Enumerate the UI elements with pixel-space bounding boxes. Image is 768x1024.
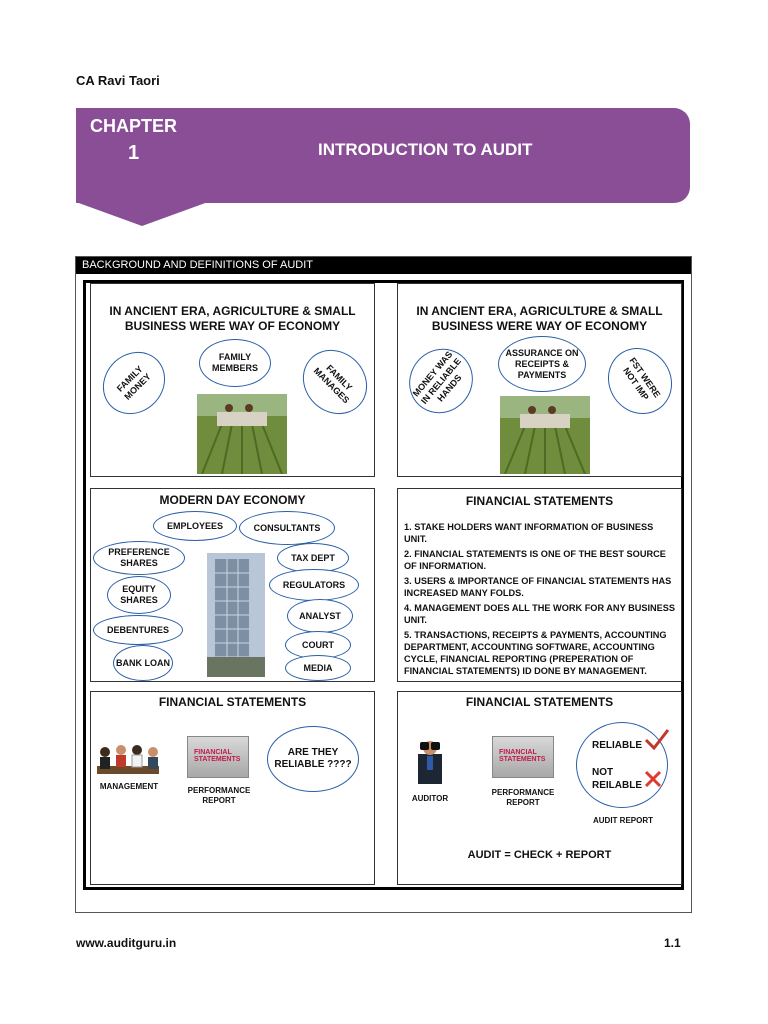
oval-assurance: ASSURANCE ON RECEIPTS & PAYMENTS <box>498 336 586 392</box>
financial-statements-points <box>404 521 677 680</box>
oval-tax-dept: TAX DEPT <box>277 543 349 573</box>
diagram-board <box>83 280 684 890</box>
panel-title: FINANCIAL STATEMENTS <box>158 695 307 709</box>
section-heading: BACKGROUND AND DEFINITIONS OF AUDIT <box>76 257 691 274</box>
not-reliable-label: NOT REILABLE <box>592 767 642 791</box>
panel-modern-economy <box>90 488 375 682</box>
financial-statements-document: FINANCIAL STATEMENTS <box>492 736 554 778</box>
panel-ancient-era-right <box>397 283 682 477</box>
panel-title: FINANCIAL STATEMENTS <box>465 695 614 709</box>
point-4: 4. MANAGEMENT DOES ALL THE WORK FOR ANY BUSINESS UNIT. <box>404 603 676 625</box>
footer-website[interactable]: www.auditguru.in <box>76 936 177 950</box>
reliable-label: RELIABLE <box>592 740 642 751</box>
oval-debentures: DEBENTURES <box>93 615 183 645</box>
oval-court: COURT <box>285 631 351 659</box>
oval-employees: EMPLOYEES <box>153 511 237 541</box>
chapter-label: CHAPTER <box>90 116 178 136</box>
panel-title: MODERN DAY ECONOMY <box>159 493 306 507</box>
oval-preference-shares: PREFERENCE SHARES <box>93 541 185 575</box>
banner-notch <box>76 202 216 228</box>
oval-family-members: FAMILY MEMBERS <box>199 339 271 387</box>
panel-title: IN ANCIENT ERA, AGRICULTURE & SMALL BUSINESS WERE WAY OF ECONOMY <box>416 304 663 333</box>
oval-money-in-reliable-hands: MONEY WAS IN RELIABLE HANDS <box>397 336 486 426</box>
performance-report-label: PERFORMANCE REPORT <box>491 788 555 807</box>
audit-formula: AUDIT = CHECK + REPORT <box>467 849 612 861</box>
panel-financial-statements-list <box>397 488 682 682</box>
oval-consultants: CONSULTANTS <box>239 511 335 545</box>
panel-audit <box>397 691 682 885</box>
auditor-label: AUDITOR <box>411 794 449 803</box>
chapter-number: 1 <box>128 142 140 164</box>
point-3: 3. USERS & IMPORTANCE OF FINANCIAL STATEMENTS HAS INCREASED MANY FOLDS. <box>404 576 672 598</box>
oval-bank-loan: BANK LOAN <box>113 645 173 681</box>
panel-management-reliability <box>90 691 375 885</box>
footer-page-number: 1.1 <box>664 936 681 950</box>
farm-photo <box>197 394 287 474</box>
management-team-icon <box>93 740 163 780</box>
check-icon <box>644 728 670 752</box>
oval-family-manages: FAMILY MANAGES <box>290 337 375 428</box>
oval-equity-shares: EQUITY SHARES <box>107 576 171 614</box>
auditor-binoculars-icon <box>412 736 448 784</box>
panel-title: IN ANCIENT ERA, AGRICULTURE & SMALL BUSINESS WERE WAY OF ECONOMY <box>109 304 356 333</box>
cross-icon <box>644 770 662 788</box>
panel-title: FINANCIAL STATEMENTS <box>465 494 614 508</box>
oval-analyst: ANALYST <box>287 599 353 633</box>
point-2: 2. FINANCIAL STATEMENTS IS ONE OF THE BEST SOURCE OF INFORMATION. <box>404 549 666 571</box>
audit-report-label: AUDIT REPORT <box>593 816 653 825</box>
panel-ancient-era-left <box>90 283 375 477</box>
chapter-title: INTRODUCTION TO AUDIT <box>318 140 533 159</box>
management-label: MANAGEMENT <box>99 782 159 791</box>
oval-fst-not-imp: FST WERE NOT IMP <box>595 335 682 426</box>
farm-photo <box>500 396 590 474</box>
performance-report-label: PERFORMANCE REPORT <box>187 786 251 805</box>
oval-are-they-reliable: ARE THEY RELIABLE ???? <box>267 726 359 792</box>
oval-media: MEDIA <box>285 655 351 681</box>
oval-regulators: REGULATORS <box>269 569 359 601</box>
skyscraper-photo <box>207 553 265 677</box>
author-name: CA Ravi Taori <box>76 73 160 88</box>
point-5: 5. TRANSACTIONS, RECEIPTS & PAYMENTS, ACCOUNTING DEPARTMENT, ACCOUNTING SOFTWARE, ACCOUNTING CYCLE, FINANCIAL REPORTING (PREPERATION OF FINANCIAL STATEMENTS) ID DONE BY MANAGEMENT. <box>404 630 667 676</box>
financial-statements-document: FINANCIAL STATEMENTS <box>187 736 249 778</box>
oval-family-money: FAMILY MONEY <box>90 339 178 427</box>
point-1: 1. STAKE HOLDERS WANT INFORMATION OF BUSINESS UNIT. <box>404 522 654 544</box>
